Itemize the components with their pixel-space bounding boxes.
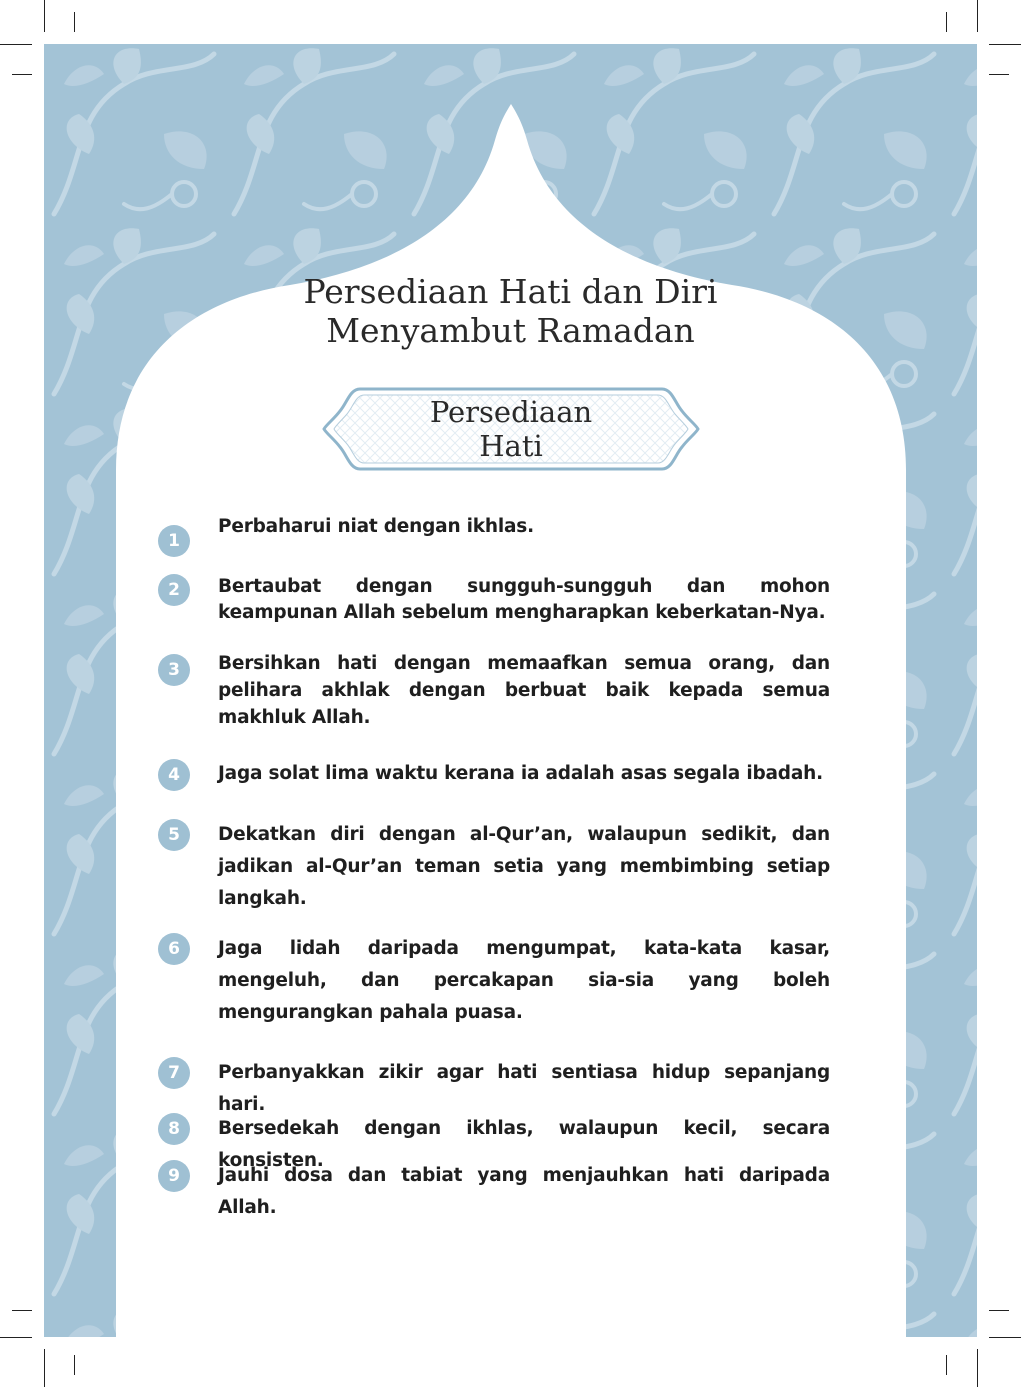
item-text: Jaga solat lima waktu kerana ia adalah asas segala ibadah.: [218, 763, 823, 784]
item-number-badge: 9: [158, 1160, 190, 1192]
item-number-badge: 8: [158, 1113, 190, 1145]
item-number-badge: 3: [158, 654, 190, 686]
item-text: Dekatkan diri dengan al-Qur’an, walaupun sedikit, dan jadikan al-Qur’an teman setia yang membimbing setiap langkah.: [218, 824, 830, 909]
item-text: Perbanyakkan zikir agar hati sentiasa hidup sepanjang hari.: [218, 1062, 830, 1115]
page-title-line-1: Persediaan Hati dan Diri: [303, 272, 718, 311]
item-number-badge: 2: [158, 574, 190, 606]
item-number-badge: 5: [158, 819, 190, 851]
page-title-line-2: Menyambut Ramadan: [326, 311, 695, 350]
badge-label: [320, 395, 702, 463]
item-text: Jauhi dosa dan tabiat yang menjauhkan hati daripada Allah.: [218, 1165, 830, 1218]
item-text: Jaga lidah daripada mengumpat, kata-kata kasar, mengeluh, dan percakapan sia-sia yang boleh mengurangkan pahala puasa.: [218, 938, 830, 1023]
page-title: [0, 272, 1021, 350]
item-text: Bersedekah dengan ikhlas, walaupun kecil, secara konsisten.: [218, 1118, 830, 1171]
item-number-badge: 6: [158, 933, 190, 965]
badge-label-line-1: Persediaan: [429, 395, 593, 429]
item-number-badge: 1: [158, 525, 190, 557]
item-number-badge: 7: [158, 1057, 190, 1089]
item-number-badge: 4: [158, 759, 190, 791]
section-badge: [320, 383, 702, 475]
item-text: Bersihkan hati dengan memaafkan semua orang, dan pelihara akhlak dengan berbuat baik kepada semua makhluk Allah.: [218, 653, 830, 728]
item-text: Bertaubat dengan sungguh-sungguh dan mohon keampunan Allah sebelum mengharapkan keberkatan-Nya.: [218, 576, 830, 623]
badge-label-line-2: Hati: [479, 429, 543, 463]
item-text: Perbaharui niat dengan ikhlas.: [218, 516, 534, 537]
